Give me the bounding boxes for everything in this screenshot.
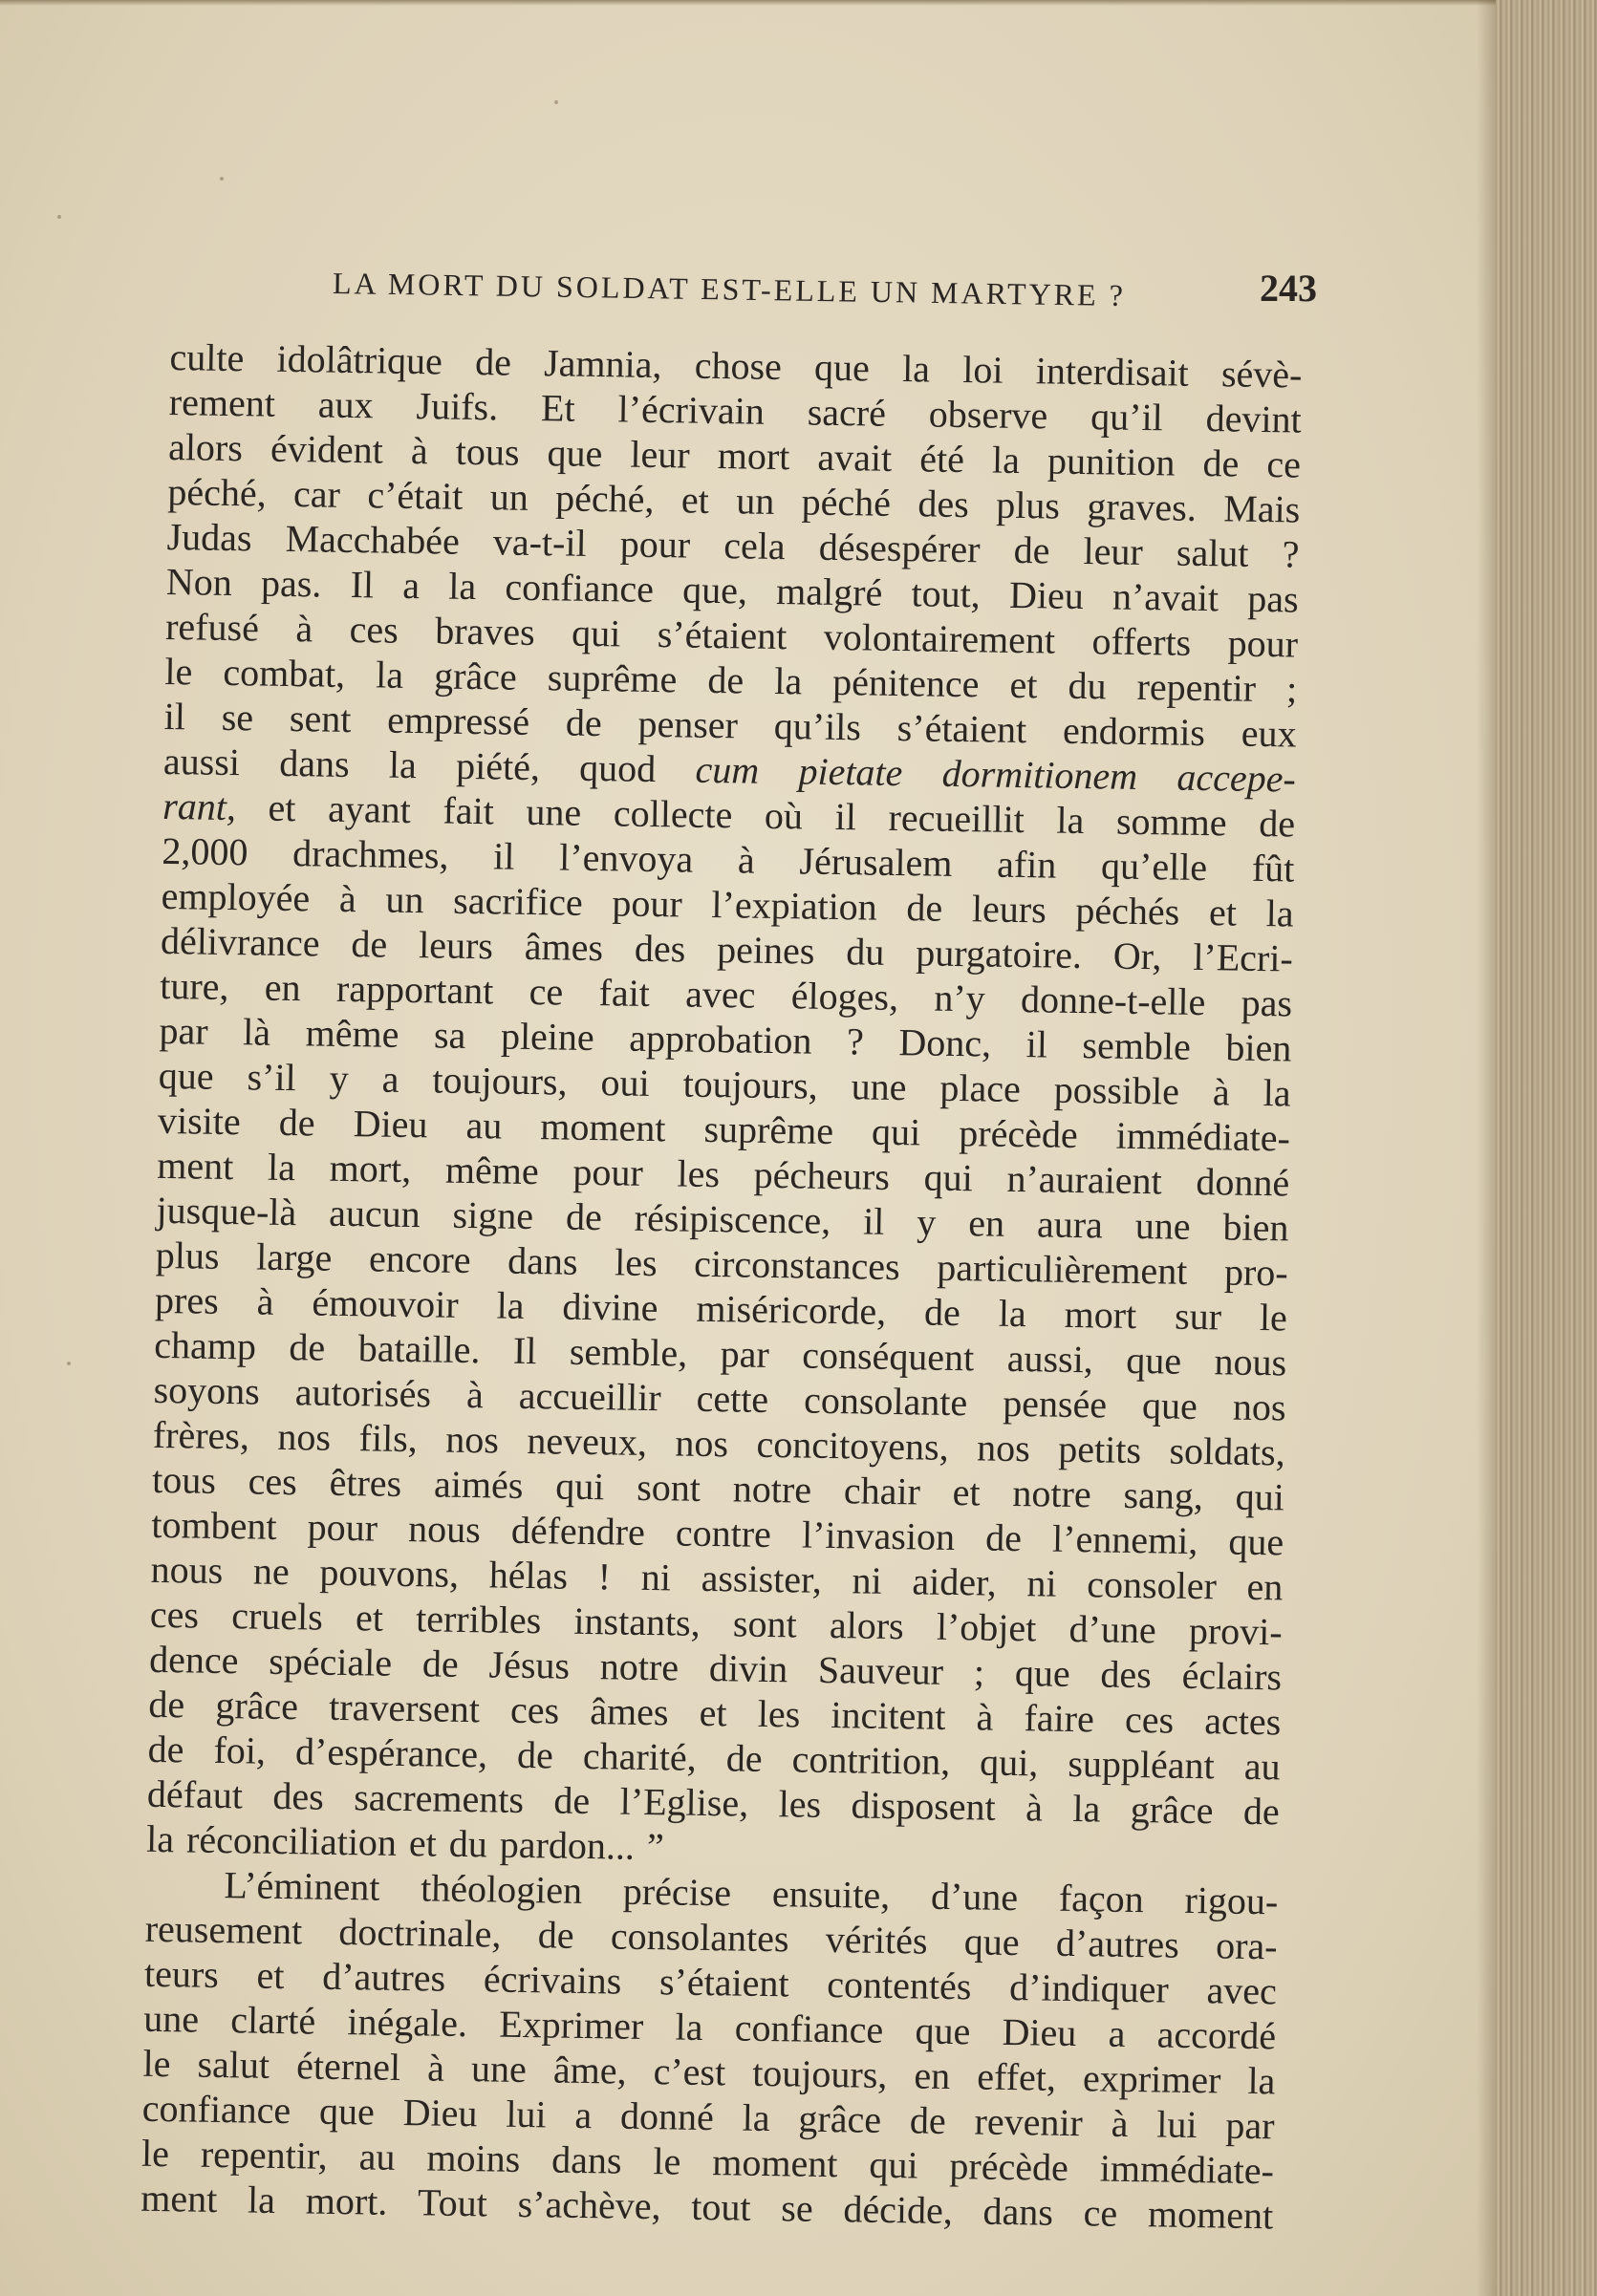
paper-speck xyxy=(220,177,224,181)
text-line: péché, car c’était un péché, et un péché des plus graves. Mais xyxy=(167,469,1301,531)
text-line: le combat, la grâce suprême de la pénitence et du repentir ; xyxy=(164,649,1298,711)
text-line: délivrance de leurs âmes des peines du purgatoire. Or, l’Ecri- xyxy=(160,918,1294,980)
text-line: Non pas. Il a la confiance que, malgré tout, Dieu n’avait pas xyxy=(165,559,1300,621)
text-line: de grâce traversent ces âmes et les incitent à faire ces actes xyxy=(148,1682,1282,1744)
text-line: pres à émouvoir la divine miséricorde, de la mort sur le xyxy=(154,1277,1288,1340)
text-line: teurs et d’autres écrivains s’étaient contentés d’indiquer avec xyxy=(143,1951,1278,2013)
text-line: le salut éternel à une âme, c’est toujours, en effet, exprimer la xyxy=(142,2041,1276,2103)
text-line: ces cruels et terribles instants, sont alors l’objet d’une provi- xyxy=(149,1592,1284,1654)
text-line: la réconciliation et du pardon... ” xyxy=(145,1816,665,1869)
text-line: tous ces êtres aimés qui sont notre chair et notre sang, qui xyxy=(151,1457,1285,1519)
text-line: tombent pour nous défendre contre l’invasion de l’ennemi, que xyxy=(151,1502,1284,1564)
text-line: de foi, d’espérance, de charité, de contrition, qui, suppléant au xyxy=(147,1727,1281,1789)
text-line: par là même sa pleine approbation ? Donc, il semble bien xyxy=(159,1008,1292,1070)
text-line: ture, en rapportant ce fait avec éloges, n’y donne-t-elle pas xyxy=(159,963,1293,1025)
paper-speck xyxy=(57,215,61,219)
text-line: frères, nos fils, nos neveux, nos concitoyens, nos petits soldats, xyxy=(152,1412,1286,1474)
page-top-rule xyxy=(0,0,1496,6)
body-text xyxy=(140,334,1303,2238)
text-line: défaut des sacrements de l’Eglise, les disposent à la grâce de xyxy=(146,1771,1281,1834)
running-head: LA MORT DU SOLDAT EST-ELLE UN MARTYRE ? xyxy=(332,266,1127,313)
text-line: une clarté inégale. Exprimer la confiance que Dieu a accordé xyxy=(142,1996,1277,2058)
text-line: aussi dans la piété, quod cum pietate dormitionem accepe- xyxy=(162,739,1297,801)
text-line: Judas Macchabée va-t-il pour cela désespérer de leur salut ? xyxy=(166,514,1300,576)
text-line: il se sent empressé de penser qu’ils s’étaient endormis eux xyxy=(163,694,1297,756)
text-line: rant, et ayant fait une collecte où il recueillit la somme de xyxy=(162,783,1296,846)
text-line: nous ne pouvons, hélas ! ni assister, ni aider, ni consoler en xyxy=(150,1547,1284,1609)
text-line: ment la mort, même pour les pécheurs qui n’auraient donné xyxy=(156,1143,1290,1205)
page-edges xyxy=(1496,0,1597,2296)
text-line: 2,000 drachmes, il l’envoya à Jérusalem afin qu’elle fût xyxy=(162,828,1295,891)
text-line: confiance que Dieu lui a donné la grâce de revenir à lui par xyxy=(141,2086,1275,2148)
text-line: champ de bataille. Il semble, par conséquent aussi, que nous xyxy=(154,1322,1287,1384)
text-line: visite de Dieu au moment suprême qui précède immédiate- xyxy=(157,1098,1291,1160)
text-line: ment la mort. Tout s’achève, tout se décide, dans ce moment xyxy=(140,2176,1274,2238)
text-line: soyons autorisés à accueillir cette consolante pensée que nos xyxy=(153,1367,1286,1429)
text-line: que s’il y a toujours, oui toujours, une place possible à la xyxy=(158,1053,1291,1115)
text-line: dence spéciale de Jésus notre divin Sauveur ; que des éclairs xyxy=(148,1637,1283,1699)
paper-speck xyxy=(554,100,558,104)
paper-speck xyxy=(67,1362,71,1365)
text-line: L’éminent théologien précise ensuite, d’une façon rigou- xyxy=(224,1863,1279,1923)
text-line: le repentir, au moins dans le moment qui précède immédiate- xyxy=(140,2131,1275,2193)
text-line: reusement doctrinale, de consolantes vérités que d’autres ora- xyxy=(144,1906,1278,1968)
text-line: jusque-là aucun signe de résipiscence, il y en aura une bien xyxy=(156,1188,1289,1250)
text-line: plus large encore dans les circonstances particulièrement pro- xyxy=(155,1233,1289,1295)
text-line: refusé à ces braves qui s’étaient volontairement offerts pour xyxy=(164,604,1299,666)
text-line: rement aux Juifs. Et l’écrivain sacré observe qu’il devint xyxy=(168,379,1303,441)
page-number: 243 xyxy=(1260,267,1317,310)
text-line: alors évident à tous que leur mort avait été la punition de ce xyxy=(167,424,1302,486)
text-line: employée à un sacrifice pour l’expiation de leurs péchés et la xyxy=(161,873,1294,935)
page-header xyxy=(333,256,1317,313)
text-line: culte idolâtrique de Jamnia, chose que la loi interdisait sévè- xyxy=(169,334,1303,397)
